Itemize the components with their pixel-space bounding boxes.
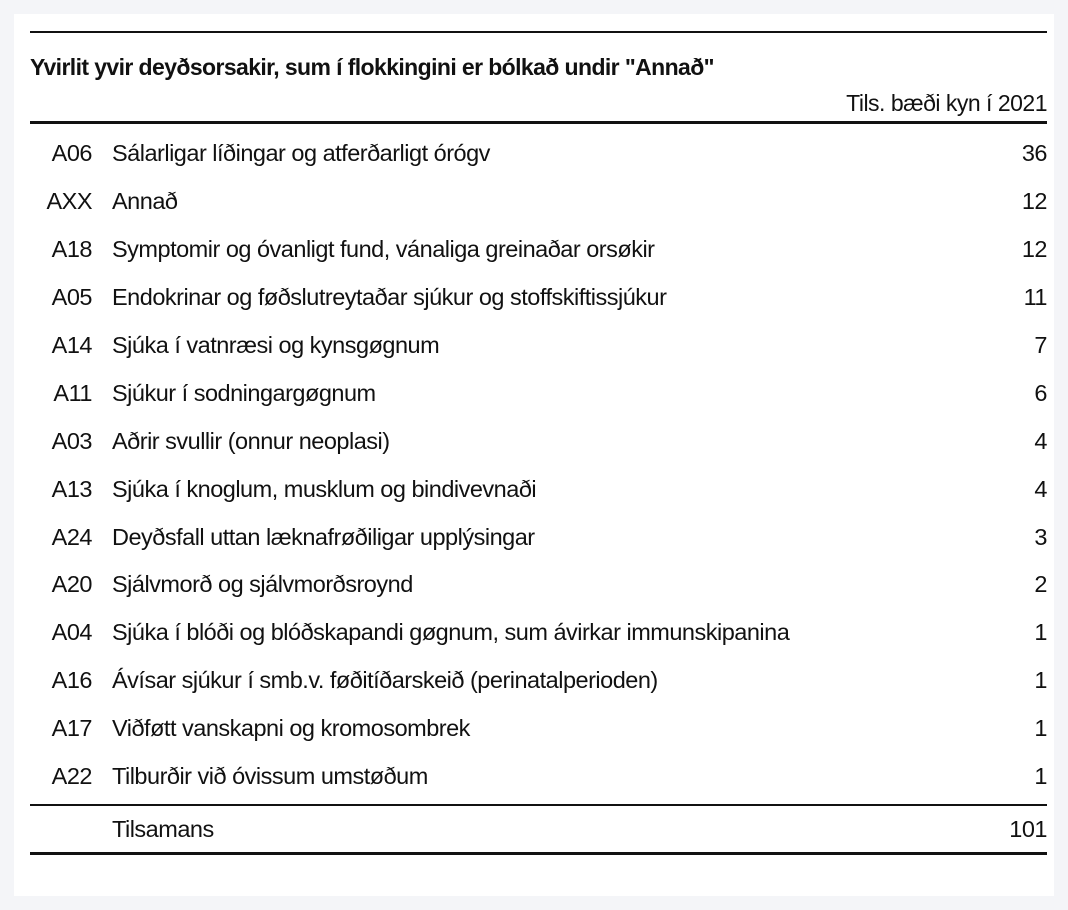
cause-of-death-table — [30, 31, 1047, 855]
row-value: 3 — [1034, 523, 1047, 550]
table-row — [30, 274, 1047, 322]
column-header: Tils. bæði kyn í 2021 — [846, 90, 1047, 116]
document-sheet — [14, 14, 1054, 896]
row-label: Sjúka í knoglum, musklum og bindivevnaði — [112, 475, 537, 502]
row-label: Annað — [112, 188, 178, 215]
row-value: 1 — [1034, 763, 1047, 790]
row-code: A18 — [51, 236, 92, 263]
row-label: Sjúka í vatnræsi og kynsgøgnum — [112, 332, 440, 358]
row-label: Sálarligar líðingar og atferðarligt órógv — [112, 140, 490, 167]
row-label: Deyðsfall uttan læknafrøðiligar upplýsingar — [112, 523, 535, 550]
total-row — [30, 806, 1047, 852]
table-title: Yvirlit yvir deyðsorsakir, sum í flokkingini er bólkað undir "Annað" — [30, 54, 714, 80]
row-value: 12 — [1021, 188, 1047, 215]
row-value: 1 — [1034, 619, 1047, 646]
row-code: A24 — [51, 523, 92, 550]
table-row — [30, 753, 1047, 801]
table-row — [30, 322, 1047, 370]
row-value: 1 — [1034, 715, 1047, 742]
row-value: 4 — [1034, 427, 1047, 454]
row-label: Tilburðir við óvissum umstøðum — [112, 763, 428, 790]
row-value: 11 — [1023, 284, 1047, 311]
table-row — [30, 705, 1047, 753]
row-code: AXX — [46, 188, 92, 215]
table-row — [30, 226, 1047, 274]
row-code: A03 — [51, 427, 92, 454]
table-row — [30, 369, 1047, 417]
table-row — [30, 609, 1047, 657]
row-code: A04 — [51, 619, 92, 646]
table-row — [30, 561, 1047, 609]
table-row — [30, 130, 1047, 178]
row-value: 7 — [1034, 332, 1047, 358]
top-rule — [30, 31, 1047, 33]
table-row — [30, 513, 1047, 561]
total-label: Tilsamans — [112, 815, 214, 842]
row-label: Aðrir svullir (onnur neoplasi) — [112, 427, 390, 454]
table-row — [30, 417, 1047, 465]
row-label: Endokrinar og føðslutreytaðar sjúkur og stoffskiftissjúkur — [112, 284, 667, 311]
total-value: 101 — [1009, 815, 1047, 842]
row-code: A11 — [53, 379, 92, 406]
row-code: A13 — [51, 475, 92, 502]
row-value: 36 — [1021, 140, 1047, 167]
row-label: Ávísar sjúkur í smb.v. føðitíðarskeið (perinatalperioden) — [112, 667, 658, 694]
table-row — [30, 657, 1047, 705]
bottom-rule — [30, 852, 1047, 855]
row-code: A17 — [51, 715, 92, 742]
row-code: A16 — [51, 667, 92, 694]
row-value: 2 — [1034, 571, 1047, 598]
row-label: Symptomir og óvanligt fund, vánaliga greinaðar orsøkir — [112, 236, 655, 263]
row-code: A22 — [51, 763, 92, 790]
row-code: A06 — [51, 140, 92, 167]
table-row — [30, 465, 1047, 513]
row-value: 6 — [1034, 379, 1047, 406]
row-label: Sjálvmorð og sjálvmorðsroynd — [112, 571, 413, 598]
row-label: Sjúka í blóði og blóðskapandi gøgnum, sum ávirkar immunskipanina — [112, 619, 790, 646]
row-label: Viðføtt vanskapni og kromosombrek — [112, 715, 470, 742]
row-value: 1 — [1034, 667, 1047, 694]
row-code: A05 — [51, 284, 92, 311]
row-value: 4 — [1034, 475, 1047, 502]
table-row — [30, 178, 1047, 226]
row-label: Sjúkur í sodningargøgnum — [112, 379, 376, 406]
table-body — [30, 124, 1047, 804]
row-code: A20 — [51, 571, 92, 598]
row-code: A14 — [51, 332, 92, 358]
row-value: 12 — [1021, 236, 1047, 263]
